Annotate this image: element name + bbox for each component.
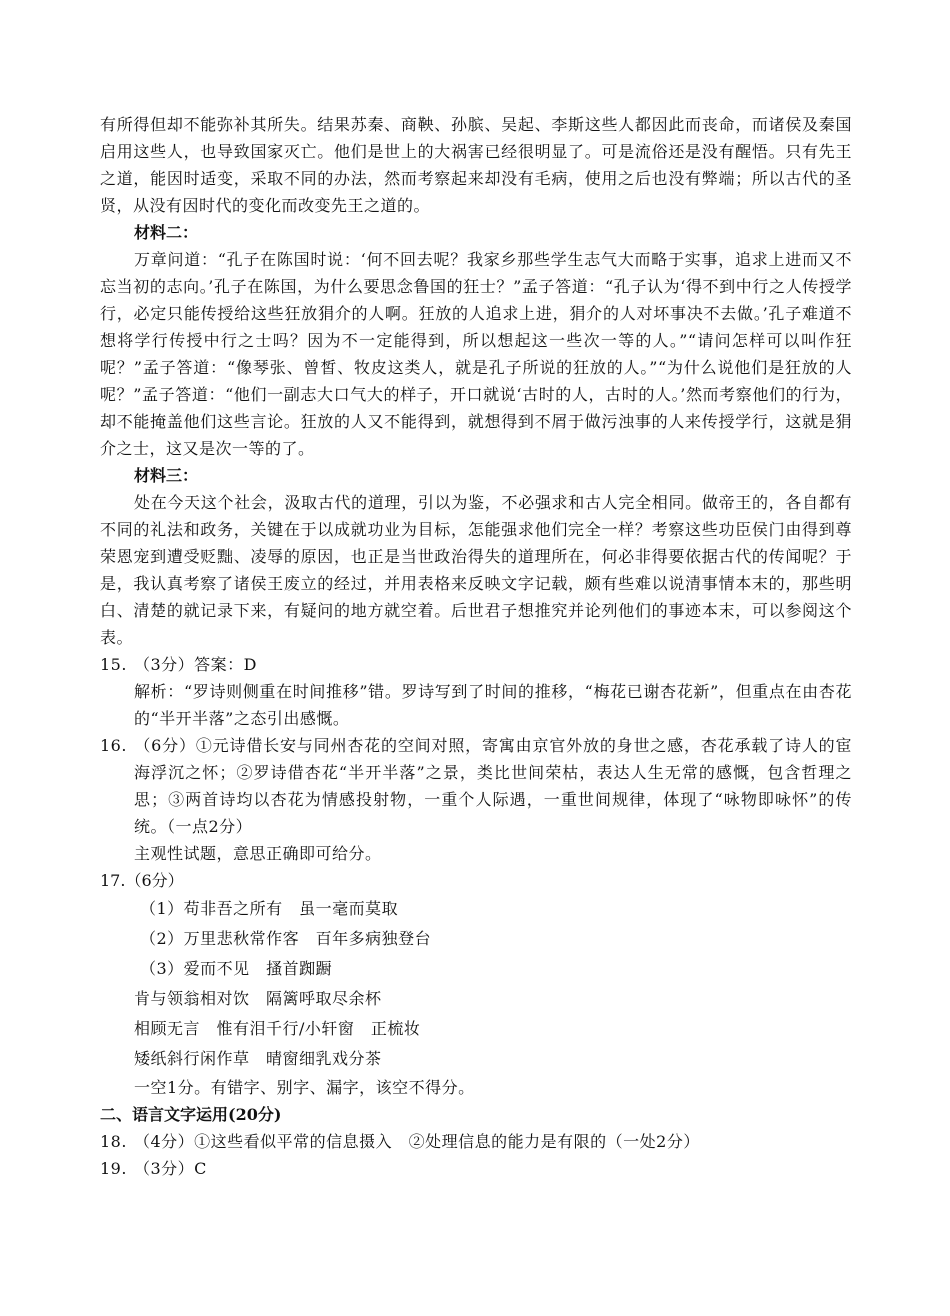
material2-heading: 材料二： xyxy=(134,223,199,242)
question-17-label: 17.（6分） xyxy=(100,871,184,890)
question-17-extra-1: 肯与领翁相对饮 隔篱呼取尽余杯 xyxy=(134,989,382,1008)
section-2-heading: 二、语言文字运用(20分) xyxy=(100,1105,282,1124)
question-19-number: 19. xyxy=(100,1159,127,1178)
question-17-scoring-note: 一空1分。有错字、别字、漏字，该空不得分。 xyxy=(134,1078,475,1097)
material3-heading: 材料三： xyxy=(134,466,199,485)
question-15-number: 15. xyxy=(100,655,127,674)
question-17-item-3: （3）爱而不见 搔首踟蹰 xyxy=(140,959,333,978)
question-15 xyxy=(100,651,852,678)
question-18 xyxy=(100,1128,852,1155)
question-18-number: 18. xyxy=(100,1132,127,1151)
answer-document xyxy=(100,111,852,1182)
question-17-item-2: （2）万里悲秋常作客 百年多病独登台 xyxy=(140,929,432,948)
question-15-analysis xyxy=(100,678,852,732)
question-18-answer: （4分）①这些看似平常的信息摄入 ②处理信息的能力是有限的（一处2分） xyxy=(134,1132,700,1151)
question-19-answer: （3分）C xyxy=(134,1159,207,1178)
question-15-answer: （3分）答案：D xyxy=(134,655,258,674)
material1-tail: 有所得但却不能弥补其所失。结果苏秦、商鞅、孙膑、吴起、李斯这些人都因此而丧命，而诸侯及秦国启用这些人，也导致国家灭亡。他们是世上的大祸害已经很明显了。可是流俗还是没有醒悟。只有先王之道，能因时适变，采取不同的办法，然而考察起来却没有毛病，使用之后也没有弊端；所以古代的圣贤，从没有因时代的变化而改变先王之道的。 xyxy=(100,115,852,215)
question-17-extra-3: 矮纸斜行闲作草 晴窗细乳戏分茶 xyxy=(134,1049,382,1068)
question-17-extra-2: 相顾无言 惟有泪千行/小轩窗 正梳妆 xyxy=(134,1019,421,1038)
question-16 xyxy=(100,732,852,840)
question-16-number: 16. xyxy=(100,736,127,755)
question-16-note: 主观性试题，意思正确即可给分。 xyxy=(134,844,382,863)
question-15-analysis-text: 解析：“罗诗则侧重在时间推移”错。罗诗写到了时间的推移，“梅花已谢杏花新”，但重点在由杏花的“半开半落”之态引出感慨。 xyxy=(134,682,852,728)
question-16-answer: （6分）①元诗借长安与同州杏花的空间对照，寄寓由京官外放的身世之感，杏花承载了诗人的宦海浮沉之怀；②罗诗借杏花“半开半落”之景，类比世间荣枯，表达人生无常的感慨，包含哲理之思；③两首诗均以杏花为情感投射物，一重个人际遇，一重世间规律，体现了“咏物即咏怀”的传统。（一点2分） xyxy=(134,736,852,836)
material3-text: 处在今天这个社会，汲取古代的道理，引以为鉴，不必强求和古人完全相同。做帝王的，各自都有不同的礼法和政务，关键在于以成就功业为目标，怎能强求他们完全一样？考察这些功臣侯门由得到尊荣恩宠到遭受贬黜、凌辱的原因，也正是当世政治得失的道理所在，何必非得要依据古代的传闻呢？于是，我认真考察了诸侯王废立的经过，并用表格来反映文字记载，颇有些难以说清事情本末的，那些明白、清楚的就记录下来，有疑问的地方就空着。后世君子想推究并论列他们的事迹本末，可以参阅这个表。 xyxy=(100,493,852,647)
question-17-item-1: （1）苟非吾之所有 虽一毫而莫取 xyxy=(140,899,399,918)
material2-text: 万章问道：“孔子在陈国时说：‘何不回去呢？我家乡那些学生志气大而略于实事，追求上进而又不忘当初的志向。’孔子在陈国，为什么要思念鲁国的狂士？”孟子答道：“孔子认为‘得不到中行之人传授学行，必定只能传授给这些狂放狷介的人啊。狂放的人追求上进，狷介的人对坏事决不去做。’孔子难道不想将学行传授中行之士吗？因为不一定能得到，所以想起这一些次一等的人。”“请问怎样可以叫作狂呢？”孟子答道：“像琴张、曾皙、牧皮这类人，就是孔子所说的狂放的人。”“为什么说他们是狂放的人呢？”孟子答道：“他们一副志大口气大的样子，开口就说‘古时的人，古时的人。’然而考察他们的行为，却不能掩盖他们这些言论。狂放的人又不能得到，就想得到不屑于做污浊事的人来传授学行，这就是狷介之士，这又是次一等的了。 xyxy=(100,250,852,458)
question-19 xyxy=(100,1155,852,1182)
